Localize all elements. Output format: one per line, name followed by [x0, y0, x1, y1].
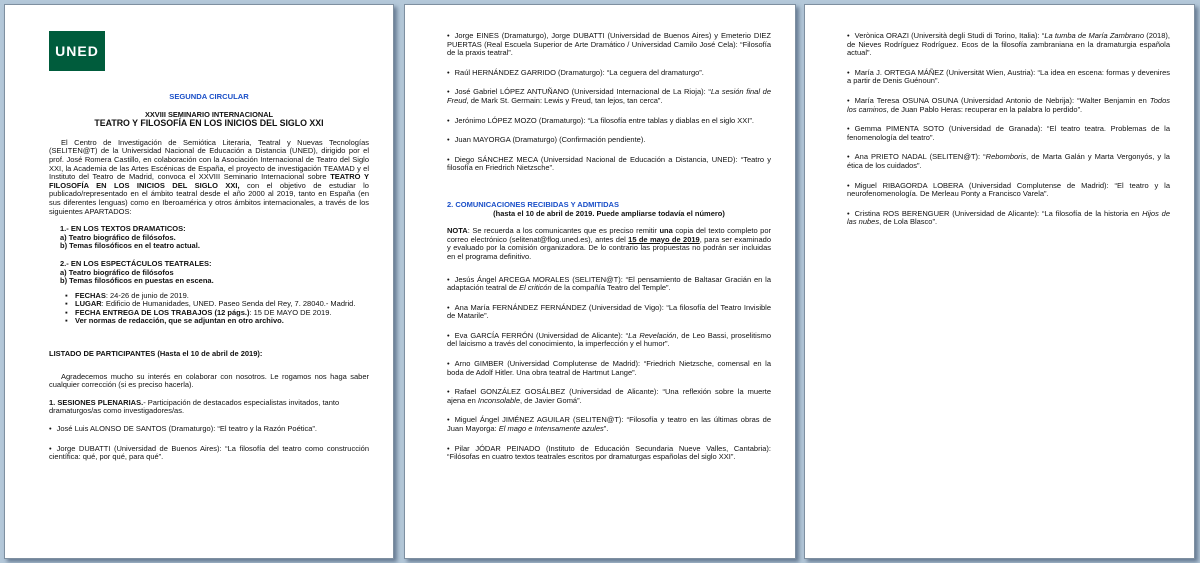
list-item: • Juan MAYORGA (Dramaturgo) (Confirmación pendiente). — [447, 135, 646, 145]
document-page-2 — [404, 4, 796, 559]
list-item: • Jorge EINES (Dramaturgo), Jorge DUBATTI (Universidad de Buenos Aires) y Emeterio DIEZ PUERTAS (Real Escuela Superior de Arte Dramático / Universidad Camilo José Cela): “Filosofía de la praxis teatral”. — [447, 31, 771, 58]
list-item: • Ana María FERNÁNDEZ FERNÁNDEZ (Universidad de Vigo): “La filosofía del Teatro Invisible de Matarile”. — [447, 302, 771, 321]
list-item: • Miguel Ángel JIMÉNEZ AGUILAR (SELITEN@T): “Filosofía y teatro en las últimas obras de Juan Mayorga: El mago e Intensamente azules”. — [447, 415, 771, 434]
list-item: • Arno GIMBER (Universidad Complutense de Madrid): “Friedrich Nietzsche, comensal en la boda de Adolf Hitler. Una obra teatral de Hartmut Lange”. — [447, 359, 771, 377]
list-item: • María J. ORTEGA MÁÑEZ (Universität Wien, Austria): “La idea en escena: formas y devenires a partir de Denis Guénoun”. — [847, 67, 1170, 86]
list-item: • José Luis ALONSO DE SANTOS (Dramaturgo): “El teatro y la Razón Poética”. — [49, 424, 318, 434]
entrega-item: ▪ FECHA ENTREGA DE LOS TRABAJOS (12 págs.): 15 DE MAYO DE 2019. — [65, 309, 369, 318]
list-item: • Raúl HERNÁNDEZ GARRIDO (Dramaturgo): “La ceguera del dramaturgo”. — [447, 67, 704, 77]
list-item: • Pilar JÓDAR PEINADO (Instituto de Educación Secundaria Nueve Valles, Cantabria): “Filósofas en cuatro textos teatrales escritos por dramaturgas españolas del siglo XXI”. — [447, 443, 771, 462]
fechas-item: ▪ FECHAS: 24-26 de junio de 2019. — [65, 292, 369, 301]
list-item: • Jorge DUBATTI (Universidad de Buenos Aires): “La filosofía del teatro como construcción científica: qué, por qué, para qué”. — [49, 443, 369, 462]
uned-logo: UNED — [49, 31, 105, 71]
section-espectaculos: 2.- EN LOS ESPECTÁCULOS TEATRALES: a) Teatro biográfico de filósofos b) Temas filosóficos en puestas en escena. — [60, 258, 214, 286]
event-details-list — [65, 292, 369, 326]
comunicaciones-heading: 2. COMUNICACIONES RECIBIDAS Y ADMITIDAS — [447, 199, 619, 209]
list-item: • Rafael GONZÁLEZ GOSÁLBEZ (Universidad de Alicante): “Una reflexión sobre la muerte ajena en Inconsolable, de Javier Gomá”. — [447, 387, 771, 405]
list-item: • Jesús Ángel ARCEGA MORALES (SELITEN@T): “El pensamiento de Baltasar Gracián en la adaptación teatral de El criticón de la compañía Teatro del Temple”. — [447, 274, 771, 293]
listado-heading: LISTADO DE PARTICIPANTES (Hasta el 10 de abril de 2019): — [49, 349, 263, 359]
list-item: • Diego SÁNCHEZ MECA (Universidad Nacional de Educación a Distancia, UNED): “Teatro y filosofía en Friedrich Nietzsche”. — [447, 154, 771, 173]
section-textos: 1.- EN LOS TEXTOS DRAMATICOS: a) Teatro biográfico de filósofos. b) Temas filosóficos en el teatro actual. — [60, 224, 200, 251]
list-item: • Eva GARCÍA FERRÓN (Universidad de Alicante): “La Revelación, de Leo Bassi, proselitismo del laicismo a través del conocimiento, la imperfección y el humor”. — [447, 330, 771, 349]
lugar-item: ▪ LUGAR: Edificio de Humanidades, UNED. Paseo Senda del Rey, 7. 28040.- Madrid. — [65, 300, 369, 309]
seminar-title: TEATRO Y FILOSOFÍA EN LOS INICIOS DEL SIGLO XXI — [94, 118, 324, 129]
list-item: • Jerónimo LÓPEZ MOZO (Dramaturgo): “La filosofía entre tablas y diablas en el siglo XXI”. — [447, 115, 754, 125]
document-page-3 — [804, 4, 1195, 559]
list-item: • José Gabriel LÓPEZ ANTUÑANO (Universidad Internacional de La Rioja): “La sesión final de Freud, de Mark St. Germain: Lewis y Freud, tan lejos, tan cerca”. — [447, 87, 772, 105]
normas-item: ▪ Ver normas de redacción, que se adjuntan en otro archivo. — [65, 317, 369, 326]
document-page-1 — [4, 4, 394, 559]
list-item: • Ana PRIETO NADAL (SELITEN@T): “Rebomboris, de Marta Galán y Marta Vergonyós, y la ética de los cuidados”. — [847, 152, 1170, 170]
agradecemos-paragraph: Agradecemos mucho su interés en colaborar con nosotros. Le rogamos nos haga saber cualquier corrección (si es preciso hacerla). — [49, 371, 369, 390]
list-item: • Miguel RIBAGORDA LOBERA (Universidad Complutense de Madrid): “El teatro y la neurofenomenología. De Merleau Ponty a Francisco Varela”. — [847, 180, 1170, 199]
sesiones-paragraph: 1. SESIONES PLENARIAS.- Participación de destacados especialistas invitados, tanto dramaturgos/as como investigadores/as. — [49, 397, 340, 416]
comunicaciones-subtitle: (hasta el 10 de abril de 2019. Puede ampliarse todavía el número) — [493, 208, 725, 218]
circular-heading: SEGUNDA CIRCULAR — [169, 92, 249, 101]
list-item: • Verònica ORAZI (Università degli Studi di Torino, Italia): “La tumba de María Zambrano (2018), de Nieves Rodríguez Rodríguez. Ecos de la filosofía zambraniana en la dramaturgia española actual”. — [847, 31, 1170, 58]
intro-paragraph: El Centro de Investigación de Semiótica Literaria, Teatral y Nuevas Tecnologías (SELITEN@T) de la Universidad Nacional de Educación a Distancia (UNED), dirigido por el prof. José Romera Castillo, en colaboración con la Asociación Internacional de Teatro del Siglo XXI, la Academia de las Artes Escénicas de España, el proyecto de investigación TEAMAD y el Instituto del Teatro de Madrid, convoca el XXVIII Seminario Internacional sobre TEATRO Y FILOSOFÍA EN LOS INICIOS DEL SIGLO XXI, con el objetivo de estudiar lo publicado/representado en el ámbito teatral desde el año 2000 al 2019, tanto en España (en sus diferentes lenguas) como en Iberoamérica y otros ámbitos internacionales, a través de los siguientes APARTADOS: — [49, 137, 369, 216]
list-item: • Gemma PIMENTA SOTO (Universidad de Granada): “El teatro teatra. Problemas de la fenomenología del teatro”. — [847, 124, 1170, 142]
list-item: • Cristina ROS BERENGUER (Universidad de Alicante): “La filosofía de la historia en Hijos de las nubes, de Lola Blasco”. — [847, 208, 1170, 227]
nota-paragraph: NOTA: Se recuerda a los comunicantes que es preciso remitir una copia del texto completo por correo electrónico (selitenat@flog.uned.es), antes del 15 de mayo de 2019, para ser examinado y evaluado por la comisión organizadora. De lo contrario las propuestas no podrán ser incluidas en el programa definitivo. — [447, 226, 771, 261]
list-item: • María Teresa OSUNA OSUNA (Universidad Antonio de Nebrija): “Walter Benjamin en Todos los caminos, de Juan Pablo Heras: recuperar en la palabra lo perdido”. — [847, 95, 1170, 114]
seminar-heading: XXVIII SEMINARIO INTERNACIONAL — [144, 109, 274, 119]
